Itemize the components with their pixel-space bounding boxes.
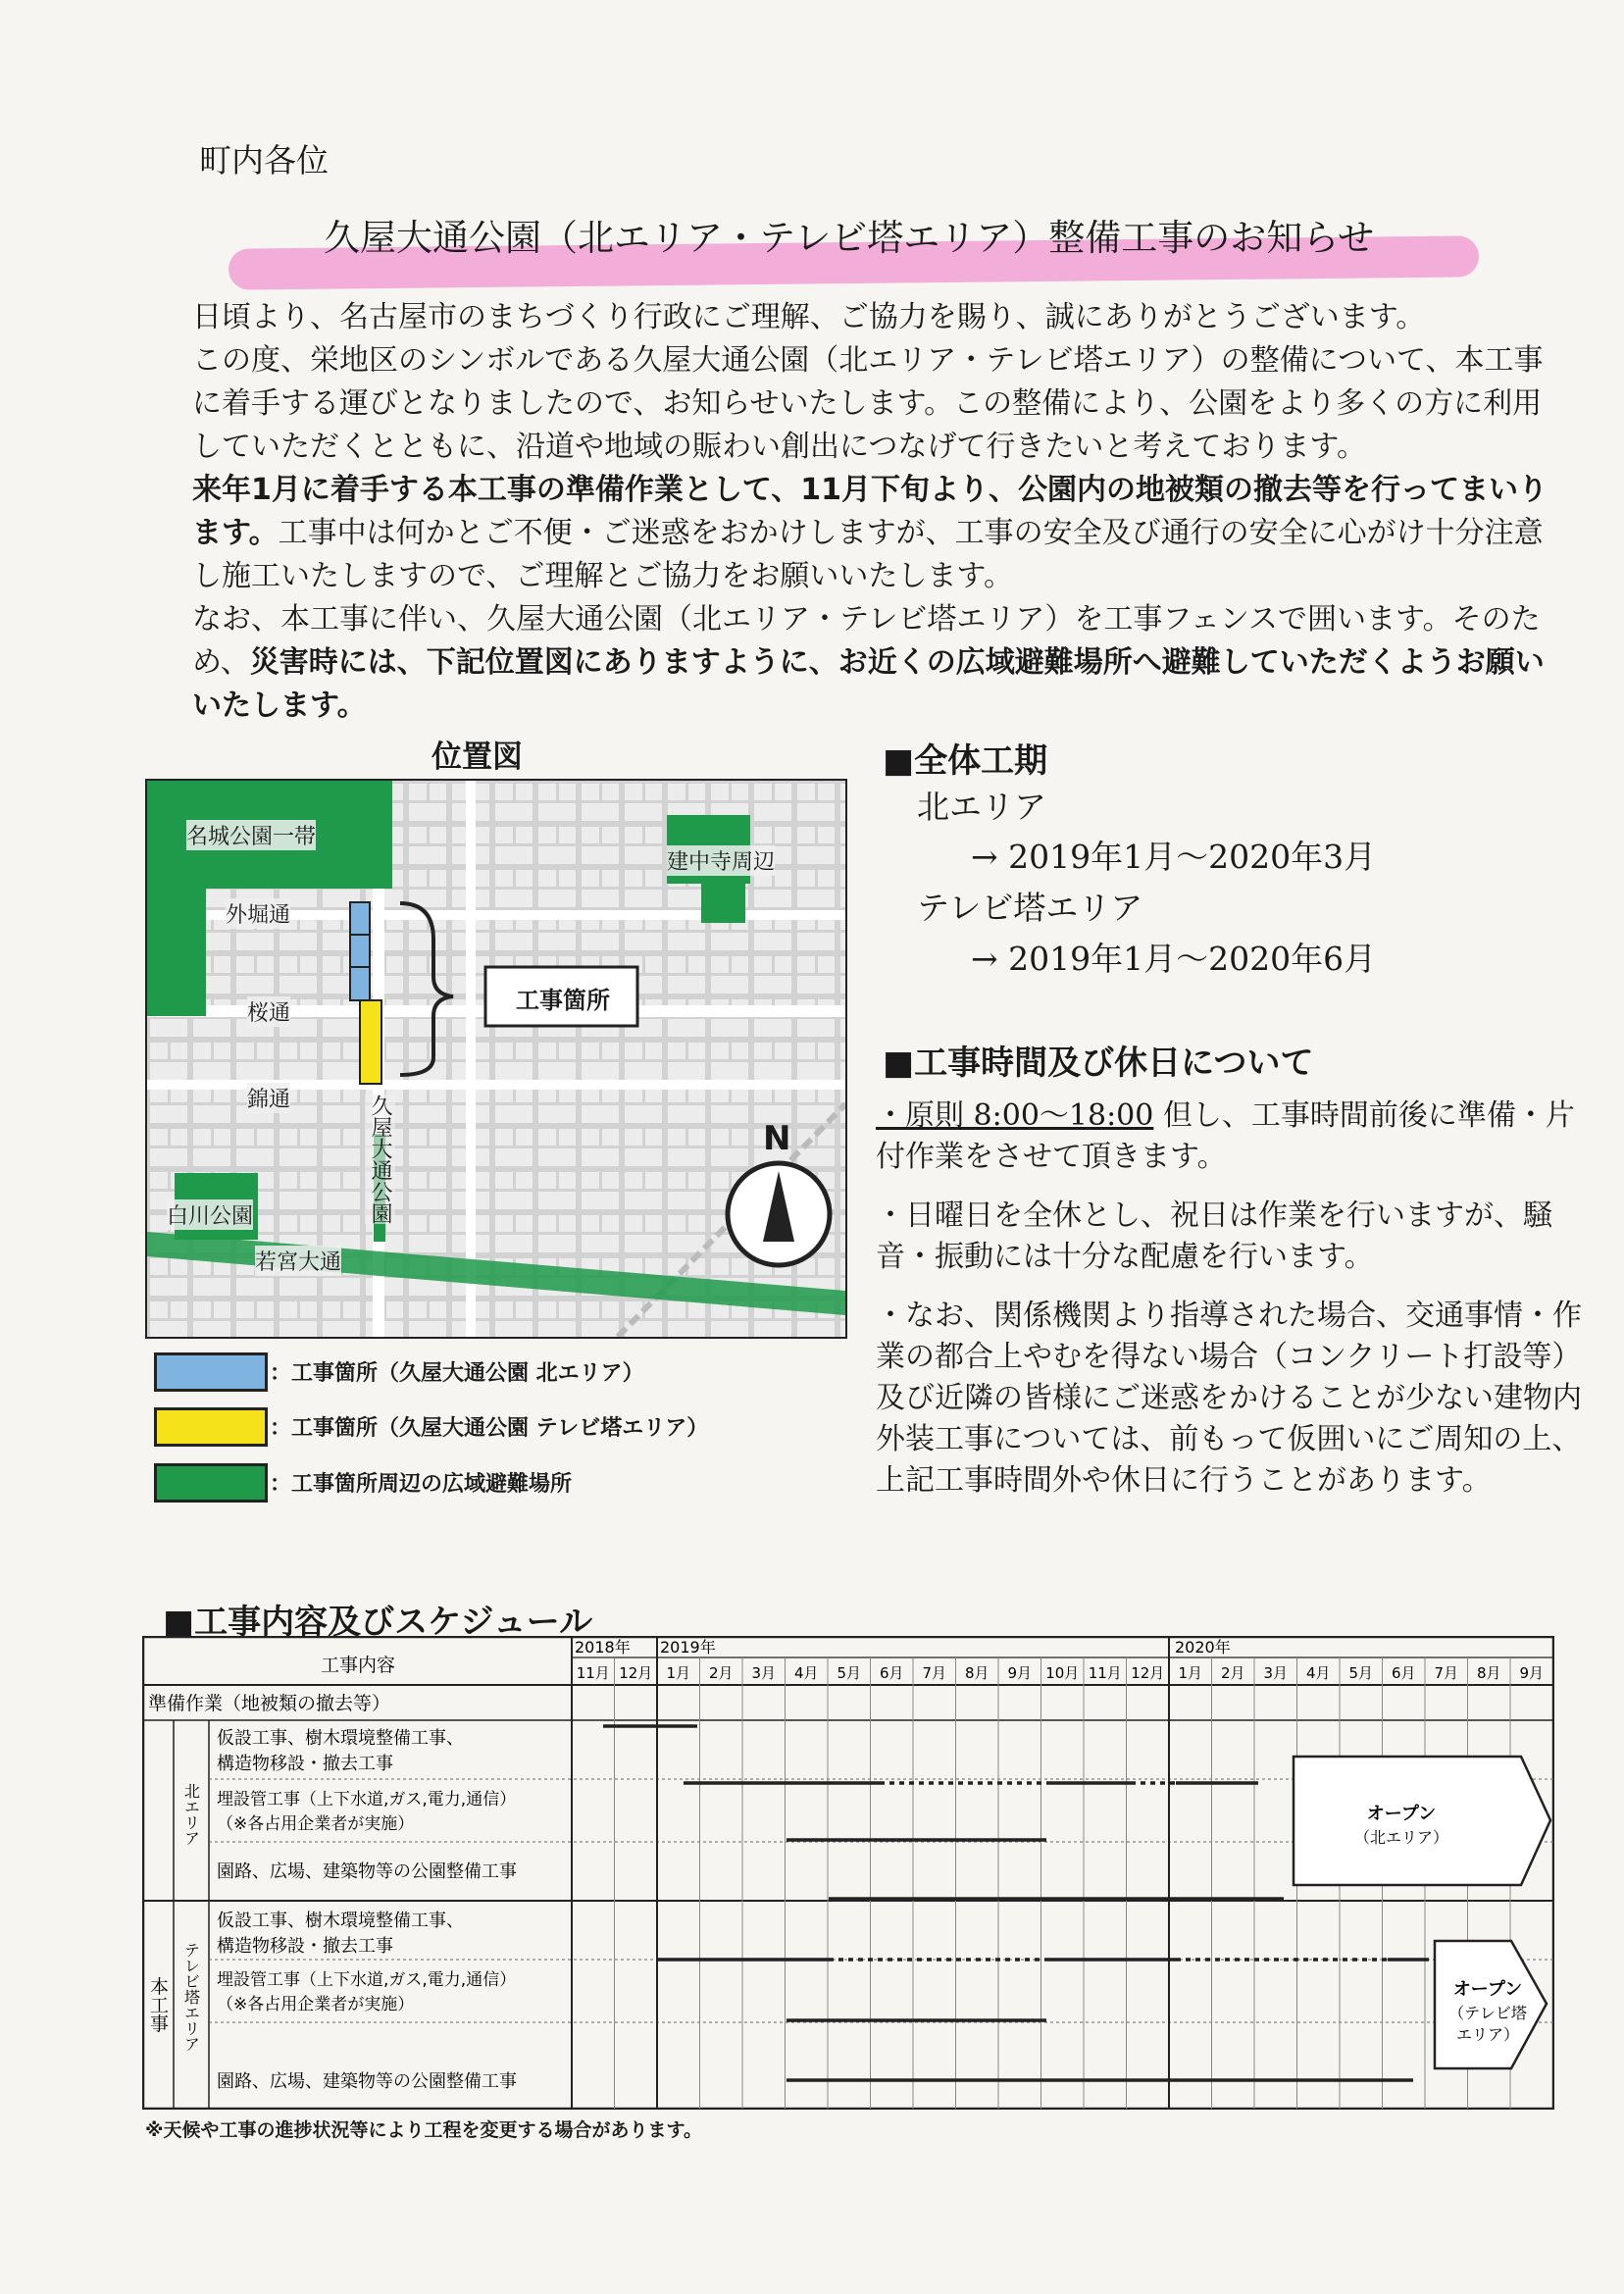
year-2019: 2019年	[660, 1638, 716, 1657]
legend-text-tv: ：工事箇所（久屋大通公園 テレビ塔エリア）	[270, 1416, 709, 1441]
t-task2-b: （※各占用企業者が実施）	[217, 1995, 415, 2014]
month-label: 4月	[1305, 1664, 1331, 1682]
map-label-wakamiya: 若宮大通	[255, 1246, 341, 1276]
month-label: 2月	[708, 1664, 734, 1682]
n-task1-a: 仮設工事、樹木環境整備工事、	[217, 1728, 464, 1749]
month-label: 1月	[666, 1664, 691, 1682]
open-tv-label: オープン	[1452, 1979, 1523, 2000]
page-title: 久屋大通公園（北エリア・テレビ塔エリア）整備工事のお知らせ	[324, 217, 1375, 259]
open-north-sub: （北エリア）	[1353, 1828, 1449, 1847]
hours-bullet-3: ・なお、関係機関より指導された場合、交通事情・作業の都合上やむを得ない場合（コンクリート打設等）及び近隣の皆様にご迷惑をかけることが少ない建物内外装工事については、前もって仮囲いにご周知の上、上記工事時間外や休日に行うことがあります。	[876, 1299, 1582, 1498]
month-label: 3月	[1263, 1664, 1289, 1682]
month-label: 7月	[1434, 1664, 1459, 1682]
para-4	[173, 598, 1565, 728]
month-label: 11月	[576, 1664, 610, 1682]
location-map	[145, 779, 847, 1339]
month-label: 8月	[1476, 1664, 1501, 1682]
park-kenchuji-2	[701, 879, 745, 923]
period-tv-label: テレビ塔エリア	[917, 889, 1143, 927]
legend-text-north: ：工事箇所（久屋大通公園 北エリア）	[270, 1361, 644, 1386]
month-label: 5月	[1348, 1664, 1374, 1682]
legend-swatch-north	[154, 1352, 268, 1392]
body-text	[173, 296, 1565, 728]
main-label: 本工事	[147, 1976, 169, 2033]
para-4-start: なお、本工事に伴い、久屋大通公園（北エリア・テレビ塔エリア）を工事フェンスで囲います。そのため、	[192, 602, 1541, 680]
month-label: 4月	[793, 1664, 819, 1682]
month-label: 1月	[1178, 1664, 1203, 1682]
map-label-hisaya: 久屋大通公園	[365, 1095, 395, 1224]
month-label: 6月	[879, 1664, 904, 1682]
n-task2-b: （※各占用企業者が実施）	[217, 1814, 415, 1834]
para-1: 日頃より、名古屋市のまちづくり行政にご理解、ご協力を賜り、誠にありがとうございます。	[192, 300, 1426, 334]
hours-core: ・原則 8:00～18:00	[876, 1098, 1154, 1133]
prep-label: 準備作業（地被類の撤去等）	[148, 1693, 391, 1714]
month-label: 10月	[1045, 1664, 1080, 1682]
map-label-sakura: 桜通	[247, 996, 290, 1027]
north-area-block	[350, 902, 370, 1000]
period-tv-range: → 2019年1月～2020年6月	[971, 940, 1377, 978]
map-label-nishiki: 錦通	[247, 1083, 290, 1113]
month-label: 9月	[1007, 1664, 1033, 1682]
open-north-label: オープン	[1366, 1804, 1437, 1824]
open-tv-sub1: （テレビ塔	[1448, 2004, 1527, 2022]
legend-text-evac: ：工事箇所周辺の広域避難場所	[270, 1472, 573, 1497]
tv-area-block	[360, 1000, 381, 1084]
col-header: 工事内容	[320, 1655, 396, 1676]
hours-bullet-1-rest: 但し、工事時間前後に準備・片付作業をさせて頂きます。	[876, 1098, 1575, 1174]
year-2018: 2018年	[575, 1638, 631, 1657]
addressee: 町内各位	[199, 141, 329, 179]
tv-area-label: テレビ塔エリア	[181, 1942, 201, 2052]
month-label: 7月	[922, 1664, 947, 1682]
month-label: 5月	[837, 1664, 862, 1682]
t-task1-b: 構造物移設・撤去工事	[217, 1936, 393, 1957]
map-label-shirakawa: 白川公園	[167, 1199, 253, 1230]
n-task1-b: 構造物移設・撤去工事	[217, 1754, 393, 1774]
para-4-bold: 災害時には、下記位置図にありますように、お近くの広域避難場所へ避難していただくようお願いいたします。	[192, 645, 1545, 723]
month-label: 6月	[1391, 1664, 1416, 1682]
legend-swatch-evac	[154, 1463, 268, 1503]
n-task2-a: 埋設管工事（上下水道,ガス,電力,通信）	[217, 1790, 517, 1810]
month-labels	[577, 1664, 1544, 1682]
callout-label: 工事箇所	[516, 987, 610, 1014]
month-label: 9月	[1519, 1664, 1545, 1682]
t-task3: 園路、広場、建築物等の公園整備工事	[217, 2071, 517, 2092]
park-meijo-west	[147, 781, 206, 1016]
period-north-range: → 2019年1月～2020年3月	[971, 838, 1377, 876]
period-heading: ■全体工期	[883, 741, 1048, 781]
schedule-note: ※天候や工事の進捗状況等により工程を変更する場合があります。	[145, 2119, 702, 2141]
map-title: 位置図	[431, 739, 523, 775]
month-label: 11月	[1088, 1664, 1122, 1682]
map-label-meijo: 名城公園一帯	[186, 820, 316, 850]
t-task2-a: 埋設管工事（上下水道,ガス,電力,通信）	[217, 1970, 517, 1990]
hours-bullet-2: ・日曜日を全休とし、祝日は作業を行いますが、騒音・振動には十分な配慮を行います。	[876, 1198, 1552, 1274]
schedule-table	[142, 1636, 1554, 2110]
month-label: 12月	[619, 1664, 653, 1682]
compass-n-label: N	[763, 1119, 791, 1158]
para-2: この度、栄地区のシンボルである久屋大通公園（北エリア・テレビ塔エリア）の整備について、本工事に着手する運びとなりましたので、お知らせいたします。この整備により、公園をより多くの方に利用していただくとともに、沿道や地域の賑わい創出につなげて行きたいと考えております。	[192, 343, 1544, 464]
month-label: 3月	[751, 1664, 777, 1682]
schedule-heading: ■工事内容及びスケジュール	[163, 1603, 593, 1642]
n-task3: 園路、広場、建築物等の公園整備工事	[217, 1861, 517, 1882]
month-label: 12月	[1131, 1664, 1165, 1682]
open-tv-sub2: エリア）	[1455, 2025, 1520, 2044]
period-north-label: 北エリア	[917, 788, 1046, 826]
t-task1-a: 仮設工事、樹木環境整備工事、	[217, 1911, 464, 1931]
para-3-bold: 来年1月に着手する本工事の準備作業として、11月下旬より、公園内の地被類の撤去等を行ってまいります。	[192, 473, 1548, 550]
month-label: 8月	[964, 1664, 990, 1682]
legend-swatch-tv	[154, 1407, 268, 1447]
map-label-sotobori: 外堀通	[226, 898, 290, 929]
hours-text	[876, 1096, 1582, 1519]
hours-bullet-1	[876, 1096, 1582, 1178]
hours-heading: ■工事時間及び休日について	[883, 1044, 1314, 1083]
month-label: 2月	[1220, 1664, 1245, 1682]
para-3-rest: 工事中は何かとご不便・ご迷惑をおかけしますが、工事の安全及び通行の安全に心がけ十分注意し施工いたしますので、ご理解とご協力をお願いいたします。	[192, 516, 1544, 593]
north-area-label: 北エリア	[181, 1783, 201, 1846]
para-3	[173, 469, 1565, 598]
map-label-kenchuji: 建中寺周辺	[667, 845, 775, 876]
year-2020: 2020年	[1175, 1638, 1231, 1657]
